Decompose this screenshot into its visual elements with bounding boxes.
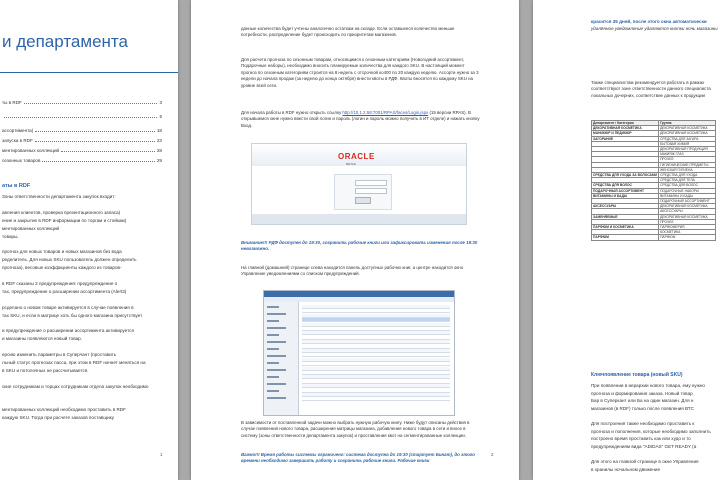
alert-row bbox=[302, 309, 450, 313]
screenshot-footer bbox=[252, 214, 466, 224]
toc-entry-label: ментированных коллекций bbox=[2, 148, 60, 153]
section-heading: аты в RDF bbox=[2, 183, 31, 189]
department-cell: ПАРФЮМ bbox=[592, 235, 659, 240]
paragraph bbox=[241, 110, 481, 129]
group-cell: СРЕДСТВА ДЛЯ УХОДА bbox=[659, 173, 716, 178]
alert-row bbox=[302, 393, 450, 397]
table-row bbox=[592, 173, 716, 178]
workbook-item bbox=[267, 313, 286, 315]
paragraph: На главной (домашней) странице слева находится панель доступных рабочих книг, а центре находится окно Управление уведомлениями со списком предупреждений. bbox=[241, 265, 464, 277]
group-cell: СРЕДСТВА ДЛЯ ТЕЛА bbox=[659, 178, 716, 183]
toc-leader bbox=[35, 128, 155, 132]
group-cell: ЖЕНСКАЯ ГИГИЕНА bbox=[659, 167, 716, 172]
toc-entry[interactable] bbox=[2, 138, 162, 143]
body-line: и магазины появляются новый товар. bbox=[2, 336, 82, 342]
toc-entry-page: 18 bbox=[156, 128, 162, 133]
paragraph: В зависимости от поставленной задачи можно выбрать нужную рабочую книгу. Ниже будут описаны действия в случае появления нового товара, расширения матрицы магазина, добавления нового товара в сети и вносе в систему (зоны ответственности департамента закупок) и проставления квот на сегментированные коллекции. bbox=[241, 420, 470, 438]
body-line: Зоны ответственности департамента закупок входит: bbox=[2, 194, 116, 199]
toc-entry[interactable] bbox=[2, 128, 162, 133]
body-line: ерсию изменить параметры в Суперчант (проставить bbox=[2, 352, 117, 357]
toc-entry-page: 23 bbox=[156, 138, 162, 143]
group-cell: ВИТАМИНЫ И БАДЫ bbox=[659, 193, 716, 198]
page-number: 2 bbox=[491, 452, 494, 457]
oracle-sub-logo: RETAIL bbox=[346, 162, 357, 166]
group-cell: АКСЕССУАРЫ bbox=[659, 209, 716, 214]
group-cell: ДЕКОРАТИВНАЯ КОСМЕТИКА bbox=[659, 126, 716, 131]
body-line: каждую SKU. Тогда при расчете заказов поставщику bbox=[2, 415, 115, 421]
workbook-item bbox=[267, 355, 286, 357]
alert-row bbox=[302, 367, 450, 371]
workbook-item bbox=[267, 320, 279, 322]
document-page-3 bbox=[533, 0, 720, 480]
alert-row bbox=[302, 371, 450, 375]
body-line: авления клиентов, проверка презентационного запаса) bbox=[2, 209, 121, 215]
username-field bbox=[355, 180, 387, 186]
body-line: тах, предупреждение о расширении ассортимента (Alert3) bbox=[2, 288, 127, 294]
workbook-panel bbox=[264, 302, 299, 415]
body-line: Для этого на главной странице в окне Управления bbox=[591, 459, 699, 464]
toc-entry-page: 28 bbox=[156, 148, 162, 153]
toc-leader bbox=[24, 100, 158, 104]
toc-entry[interactable] bbox=[2, 158, 162, 163]
body-line: прогноза и формирования заказа. Новый товар bbox=[591, 390, 693, 396]
alert-row bbox=[302, 314, 450, 318]
toc-entry[interactable] bbox=[2, 114, 162, 119]
body-line: и предупреждение о расширении ассортимента активируется bbox=[2, 328, 134, 334]
alert-row bbox=[302, 389, 450, 393]
toc-leader bbox=[35, 138, 155, 142]
oracle-login-screenshot bbox=[251, 143, 467, 225]
body-line: в RDF сказаны 2 предупреждения: предупреждение о bbox=[2, 280, 118, 286]
body-line: ение и закрытие в RDF информации по торгам и стойкам) bbox=[2, 217, 127, 223]
department-cell: СРЕДСТВА ДЛЯ УХОДА ЗА ВОЛОСАМИ bbox=[593, 173, 658, 178]
alert-row bbox=[302, 336, 450, 340]
body-line: в хранилы ночальном движение bbox=[591, 466, 660, 472]
toc-entry-label: сезонных товаров bbox=[2, 158, 41, 163]
page-number: 1 bbox=[160, 452, 163, 457]
workbook-item bbox=[267, 376, 279, 378]
department-cell: Департамент / Категория bbox=[592, 121, 659, 126]
body-line: предупреждениям вида "ADIDAS" GET READY (а bbox=[591, 443, 697, 449]
department-cell: ВИТАМИНЫ И БАДЫ bbox=[592, 193, 659, 198]
body-line: тах SKU, и если в матрице хоть бы одного магазина присутствует bbox=[2, 312, 143, 318]
page-title: и департамента bbox=[2, 32, 128, 51]
login-box bbox=[334, 174, 392, 210]
title-underline bbox=[0, 72, 178, 73]
group-cell: МАКИЯЖ ГЛАЗ bbox=[659, 152, 716, 157]
paragraph: данные количества будет учтены аналогично остаткам на складе. Если оставшееся количество меньше потребности, распределение будет происходить по приоритетам магазинов. bbox=[241, 26, 455, 38]
continued-line: красится 35 дней, после этого окна автоматически bbox=[591, 19, 707, 24]
important-note: Важно!!! Время работы системы ограничено: система доступна до 19:30 (стартует Бинат), до этого времени необходимо завершить работу и сохранить рабочие книги. Рабочие книги bbox=[241, 452, 475, 464]
body-line: ментированных коллекций bbox=[2, 225, 60, 231]
body-line: льный статус прогнозах пасса, при этом в RDF начнет меняться на bbox=[2, 359, 146, 365]
department-cell: ПАРФЮМ И КОСМЕТИКА bbox=[592, 225, 659, 230]
workbook-item bbox=[267, 306, 279, 308]
oracle-logo: ORACLE bbox=[338, 152, 375, 161]
alert-row bbox=[302, 331, 450, 335]
department-cell: СРЕДСТВА ДЛЯ ВОЛОС bbox=[592, 183, 659, 188]
body-line: построено время проставить как или худо и то bbox=[591, 436, 691, 442]
group-cell: ДЕКОРАТИВНАЯ КОСМЕТИКА bbox=[659, 131, 716, 136]
department-cell: ДЕКОРАТИВНАЯ КОСМЕТИКА bbox=[592, 126, 659, 131]
toc-entry-page: 3 bbox=[159, 100, 162, 105]
body-line: товары. bbox=[2, 233, 19, 239]
body-line: ские сотрудникам и торцах сотрудникам отдела закупок необходимо bbox=[2, 383, 149, 389]
body-line: в SKU и потолочных не рассчитывается. bbox=[2, 367, 89, 373]
category-table bbox=[591, 120, 716, 241]
department-cell: ПОДАРОЧНЫЙ АССОРТИМЕНТ bbox=[592, 188, 659, 193]
alerts-grid bbox=[302, 305, 450, 405]
department-cell: АКСЕССУАРЫ bbox=[592, 204, 659, 209]
section-heading: Ключпоявление товара (новый SKU) bbox=[591, 372, 683, 378]
alert-row bbox=[302, 305, 450, 309]
toc-entry-page: 29 bbox=[156, 158, 162, 163]
group-cell: ПОДАРОЧНЫЕ НАБОРЫ bbox=[659, 188, 716, 193]
body-line: прогноза и пополнения, которые необходимо заполнить bbox=[591, 428, 711, 434]
password-field bbox=[355, 188, 387, 194]
alert-row bbox=[302, 327, 450, 331]
toc-entry-label: запуска в RDF bbox=[2, 138, 33, 143]
group-cell: ГИГИЕНИЧЕСКИЕ ПРЕДМЕТЫ bbox=[659, 162, 716, 167]
alert-row bbox=[302, 340, 450, 344]
group-cell: ПРОЧЕЕ bbox=[659, 219, 716, 224]
group-cell: ПОДАРОЧНЫЙ АССОРТИМЕНТ bbox=[659, 199, 716, 204]
group-cell: ПРОЧЕЕ bbox=[659, 157, 716, 162]
paragraph: Также специалистам рекомендуется работать в рамках соответствуют зоне ответственности данного специалиста локальных дочерних, соответствие данных к продукции bbox=[591, 80, 711, 98]
workbook-item bbox=[267, 362, 279, 364]
toc-leader bbox=[42, 158, 154, 162]
alert-row bbox=[302, 353, 450, 357]
group-cell: ПАРФЮМЕРИЯ bbox=[659, 225, 716, 230]
workbook-item bbox=[267, 390, 279, 392]
alert-row bbox=[302, 345, 450, 349]
body-line: ределитель. Для новых SKU пользователь должен определить bbox=[2, 257, 137, 263]
warning-note: Внимание!!! РДФ доступен до 19:30, сохранить рабочие книги или зафиксировать изменения после 19:30 невозможно. bbox=[241, 240, 478, 252]
continued-line: удалённое уведомление удаляются кнопки ночь магазины bbox=[591, 26, 718, 31]
alert-row bbox=[302, 380, 450, 384]
alert-row bbox=[302, 323, 450, 327]
group-cell: Группа bbox=[659, 121, 716, 126]
body-line: рсделано о новом товаре активируется в случае появления в bbox=[2, 304, 134, 310]
toc-entry[interactable] bbox=[2, 100, 162, 105]
alert-row bbox=[302, 397, 450, 401]
body-line: прогноза), весовые коэффициенты каждого из товаров- bbox=[2, 265, 122, 271]
group-cell: СРЕДСТВА ДЛЯ ВОЛОС bbox=[659, 183, 716, 188]
department-cell: ЗАГОРАНИЕ bbox=[592, 136, 659, 141]
group-cell: КОСМЕТИКА bbox=[659, 230, 716, 235]
workbook-item bbox=[267, 341, 286, 343]
alert-row bbox=[302, 362, 450, 366]
group-cell: ДЕКОРАТИВНАЯ ПРОДУКЦИЯ bbox=[659, 147, 716, 152]
alert-row bbox=[302, 349, 450, 353]
workbook-item bbox=[267, 369, 286, 371]
group-cell: ПАРФЮМ bbox=[659, 235, 716, 240]
toc-entry-page: 5 bbox=[159, 114, 162, 119]
group-cell: ДЕКОРАТИВНАЯ КОСМЕТИКА bbox=[659, 214, 716, 219]
alert-row bbox=[302, 384, 450, 388]
paragraph-text: (15 версии RPAS). В открывшемся окне нужно ввести свой логин и пароль (логин и пароль можно получить в ИТ отделе) и нажать кнопку Вход. bbox=[241, 110, 480, 128]
workbook-item bbox=[267, 327, 286, 329]
department-cell: ЗАМЕНЯЕМЫЕ bbox=[592, 214, 659, 219]
workbook-item bbox=[267, 397, 286, 399]
alert-row bbox=[302, 318, 450, 322]
document-page-2 bbox=[191, 0, 519, 480]
workbook-item bbox=[267, 383, 286, 385]
group-cell: БЫТОВАЯ ХИМИЯ bbox=[659, 141, 716, 146]
paragraph: Для расчета прогноза по сезонным товарам, относящимся к сезонным категориям (Новогодний ассортимент, Подарочные наборы), необходимо вносить планируемые количества для каждого SKU. В настоящий момент прогноз по сезонным категориям строится на 8 недель с отсрочкой ко400 по 20 каждую неделю. Ассорти нужно за 3 недели до начала продаж (за неделю до конца октября) внести квоты в РДФ. Квоты вносятся по каждому SKU на уровне всей сети. bbox=[241, 57, 479, 88]
workbook-item bbox=[267, 348, 279, 350]
rdf-login-link[interactable]: http://10.1.2.58:7001/RPAS/faces/Login.jspx bbox=[342, 110, 429, 115]
paragraph-text: Для начала работы в RDF нужно открыть ссылку bbox=[241, 110, 343, 115]
body-line: ментированных коллекций необходимо проставить в RDF bbox=[2, 407, 126, 413]
toc-leader bbox=[61, 148, 155, 152]
toc-entry-label: ассортимента) bbox=[2, 128, 34, 133]
toc-entry[interactable] bbox=[2, 148, 162, 153]
rdf-home-screenshot bbox=[263, 290, 455, 416]
login-button bbox=[355, 197, 371, 204]
workbook-item bbox=[267, 334, 279, 336]
body-line: магазинов (в RDF) только после появления ВТС bbox=[591, 405, 694, 411]
alert-row bbox=[302, 358, 450, 362]
department-cell: МАНИКЮР И ПЕДИКЮР bbox=[592, 131, 659, 136]
alert-row bbox=[302, 375, 450, 379]
toc-leader bbox=[4, 114, 157, 118]
group-cell: СРЕДСТВА ДЛЯ ЗАГАРА bbox=[659, 136, 716, 141]
body-line: Бар в Суперкант или Ба на один магазин. Для н bbox=[591, 398, 694, 404]
table-row bbox=[592, 235, 716, 240]
document-page-1 bbox=[0, 0, 178, 480]
body-line: При появлении в иерархии нового товара, ему нужно bbox=[591, 383, 705, 388]
toc-entry-label: ты в RDF bbox=[2, 100, 22, 105]
body-line: Для построения также необходимо проставить к bbox=[591, 421, 695, 426]
group-cell: ДЕКОРАТИВНАЯ КОСМЕТИКА bbox=[659, 204, 716, 209]
body-line: прогноз для новых товаров и новых магазинов без вода bbox=[2, 249, 122, 255]
